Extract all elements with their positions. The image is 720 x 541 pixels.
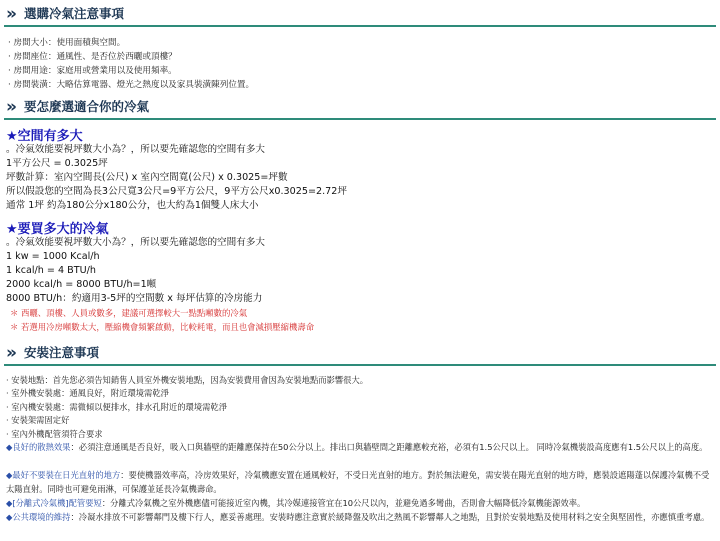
ac-line: 1 kw = 1000 Kcal/h — [6, 251, 100, 262]
section-header-buy — [4, 4, 716, 26]
section-divider — [4, 118, 716, 120]
install-paragraph — [6, 441, 712, 455]
paragraph-text: ：要使機器效率高，冷房效果好，冷氣機應安置在通風較好，不受日光直射的地方。對於無法避免，需安裝在陽光直射的地方時，應裝設遮陽蓬以保護冷氣機不受太陽直射。同時也可避免雨淋，可保護並延長冷氣機壽命。 — [6, 470, 710, 494]
ac-line: 。冷氣效能要視坪數大小為？，所以要先確認您的空間有多大 — [6, 237, 266, 248]
install-paragraph — [6, 497, 712, 511]
paragraph-lead: ◆[分離式冷氣機]配管要短 — [6, 498, 102, 508]
space-line: 1平方公尺 = 0.3025坪 — [6, 158, 108, 169]
list-item: · 房間大小：使用面積與空間。 — [8, 36, 254, 50]
ac-line: 1 kcal/h = 4 BTU/h — [6, 265, 96, 276]
paragraph-lead: ◆公共環境的維持 — [6, 512, 71, 522]
ac-heading: ★要買多大的冷氣 — [6, 222, 109, 237]
install-list — [6, 374, 368, 441]
space-line: 通常 1坪 約為180公分x180公分，也大約為1個雙人床大小 — [6, 200, 259, 211]
section-header-install — [4, 343, 716, 365]
list-item: · 安裝架需固定好 — [6, 414, 368, 427]
list-item: · 室外機安裝處：通風良好，附近環境需乾淨 — [6, 387, 368, 400]
list-item: · 房間座位：通風性、是否位於西曬或頂樓？ — [8, 50, 254, 64]
list-item: · 安裝地點：首先您必須告知銷售人員室外機安裝地點，因為安裝費用會因為安裝地點而影響很大。 — [6, 374, 368, 387]
paragraph-text: ：必須注意通風是否良好，吸入口與牆壁的距離應保持在50公分以上。排出口與牆壁間之距離應較充裕，必須有1.5公尺以上。 同時冷氣機裝設高度應有1.5公尺以上的高度。 — [70, 442, 708, 452]
ac-note: ＊ 若選用冷房噸數太大，壓縮機會頻繁啟動，比較耗電，而且也會減損壓縮機壽命 — [10, 322, 315, 332]
paragraph-text: ：冷凝水排放不可影響鄰門及樓下行人，應妥善處理。安裝時應注意實於緩降盤及吹出之熱風不影響鄰人之地點，且對於安裝地點及使用材料之安全與堅固性，亦應慎重考慮。 — [70, 512, 710, 522]
ac-note: ＊ 西曬、頂樓、人員或數多，建議可選擇較大一點點噸數的冷氣 — [10, 308, 248, 318]
list-item: · 房間裝潢：大略估算電器、燈光之熱度以及家具裝潢陳列位置。 — [8, 78, 254, 92]
paragraph-lead: ◆良好的散熱效果 — [6, 442, 71, 452]
list-item: · 室內機安裝處：需微傾以便排水，排水孔附近的環境需乾淨 — [6, 401, 368, 414]
double-chevron-icon: » — [6, 97, 11, 117]
space-line: 坪數計算：室內空間長(公尺) x 室內空間寬(公尺) x 0.3025=坪數 — [6, 172, 288, 183]
section-divider — [4, 364, 716, 366]
ac-line: 8000 BTU/h：約適用3-5坪的空間數 x 每坪估算的冷房能力 — [6, 293, 263, 304]
section-header-choose — [4, 97, 716, 119]
list-item: · 房間用途：家庭用或營業用以及使用頻率。 — [8, 64, 254, 78]
paragraph-lead: ◆最好不要裝在日光直射的地方 — [6, 470, 121, 480]
space-line: 所以假設您的空間為長3公尺寬3公尺=9平方公尺，9平方公尺x0.3025=2.72坪 — [6, 186, 347, 197]
ac-line: 2000 kcal/h = 8000 BTU/h=1噸 — [6, 279, 157, 290]
double-chevron-icon: » — [6, 343, 11, 363]
space-heading: ★空間有多大 — [6, 129, 83, 144]
paragraph-text: ：分離式冷氣機之室外機應儘可能接近室內機，其冷媒連接管宜在10公尺以內，並避免過多彎曲，否則會大幅降低冷氣機能源效率。 — [101, 498, 586, 508]
space-line: 。冷氣效能要視坪數大小為？，所以要先確認您的空間有多大 — [6, 144, 266, 155]
section-title: 要怎麼選適合你的冷氣 — [24, 99, 150, 114]
section-title: 安裝注意事項 — [24, 345, 100, 360]
section-title: 選購冷氣注意事項 — [24, 6, 125, 21]
buy-list — [8, 36, 254, 92]
section-divider — [4, 25, 716, 27]
list-item: · 室內外機配管須符合要求 — [6, 428, 368, 441]
double-chevron-icon: » — [6, 4, 11, 24]
install-paragraph — [6, 469, 712, 496]
install-paragraph — [6, 511, 712, 525]
